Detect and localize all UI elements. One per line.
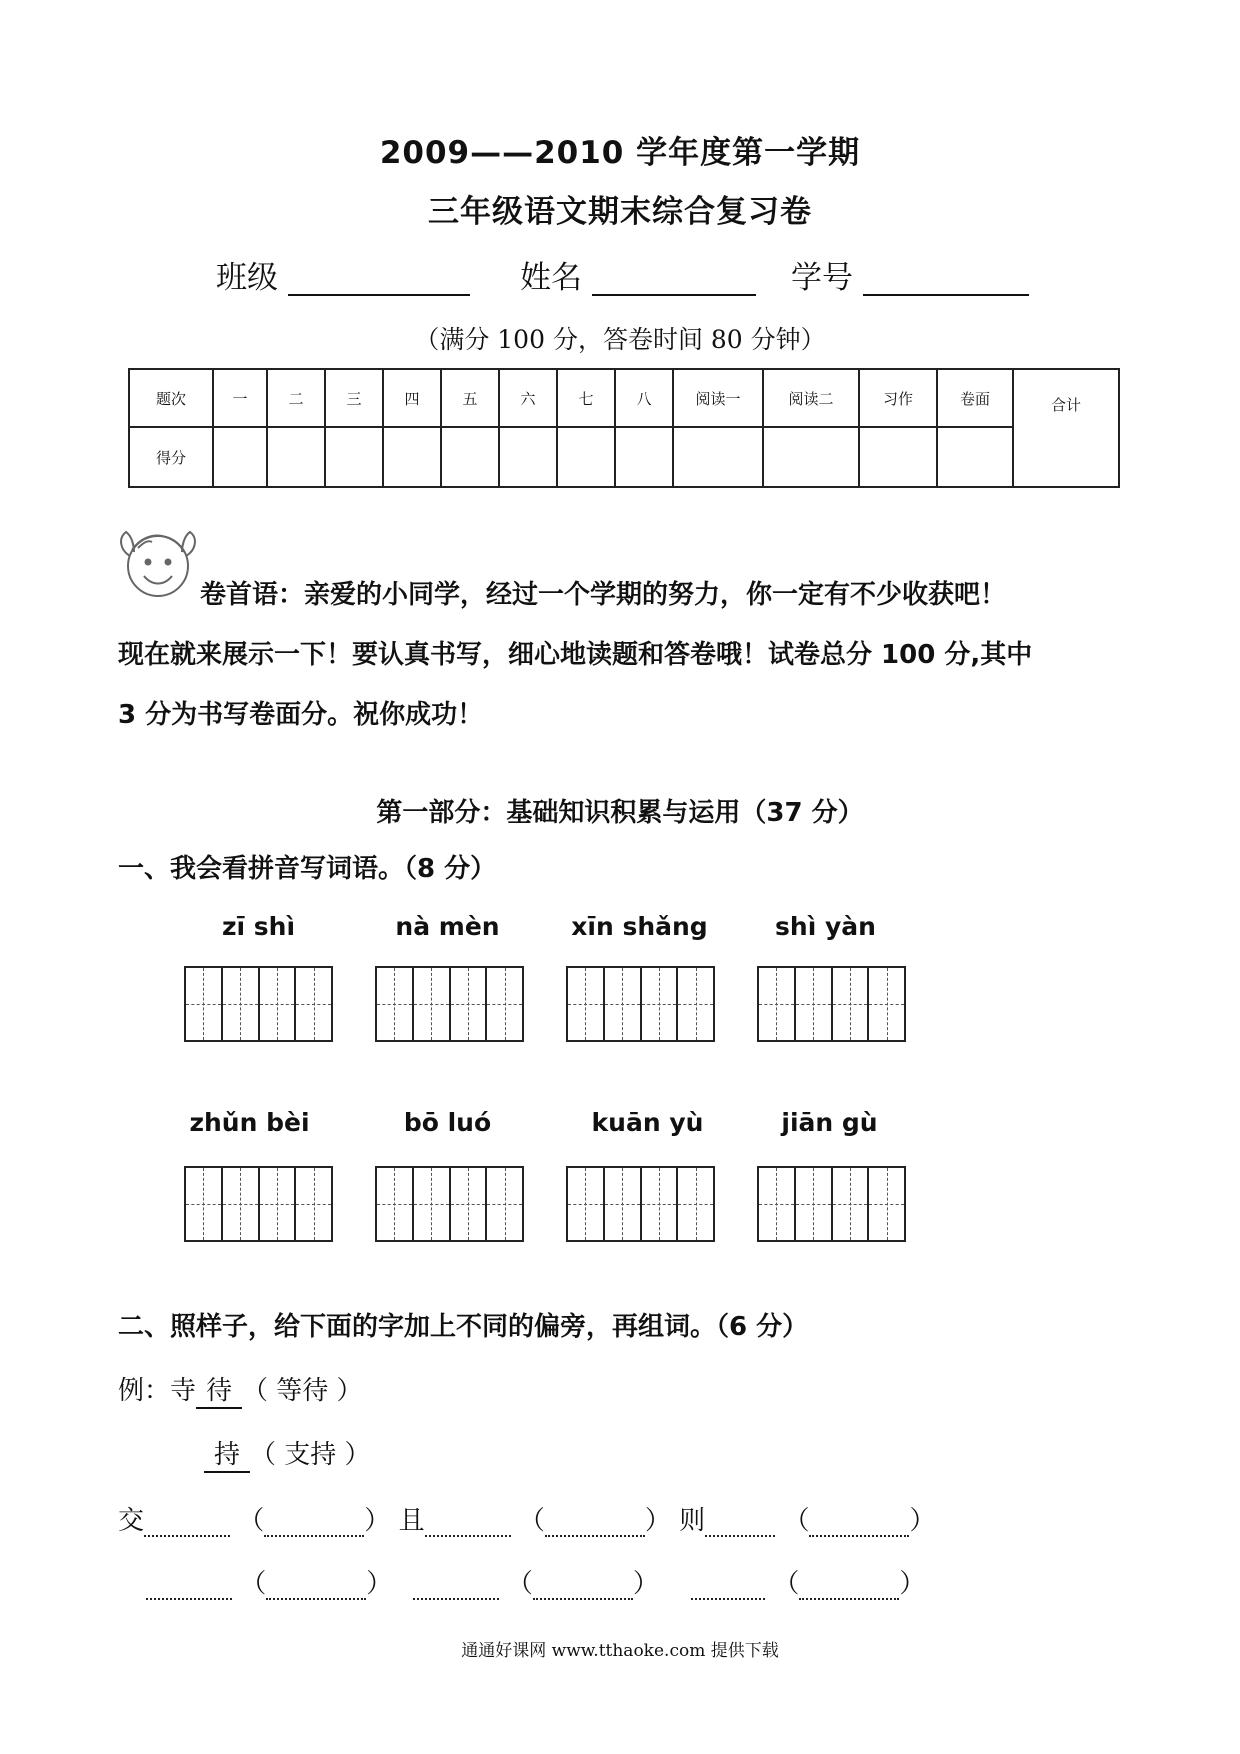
word-blank[interactable] — [809, 1533, 909, 1537]
radical-blank[interactable] — [413, 1596, 499, 1600]
class-label: 班级 — [216, 260, 278, 296]
col-header: 三 — [325, 369, 383, 427]
col-header: 阅读一 — [673, 369, 763, 427]
part1-heading: 第一部分：基础知识积累与运用（37 分） — [376, 798, 864, 828]
total-label: 合计 — [1050, 396, 1081, 414]
score-cell[interactable] — [499, 427, 557, 487]
score-cell[interactable] — [557, 427, 615, 487]
col-header: 六 — [499, 369, 557, 427]
writing-grid[interactable] — [375, 966, 524, 1042]
char-label: 则 — [679, 1506, 706, 1536]
char-label: 交 — [118, 1506, 145, 1536]
pinyin-label: jiān gù — [781, 1108, 878, 1137]
title-line-1: 2009——2010 学年度第一学期 — [379, 135, 861, 171]
score-cell[interactable] — [937, 427, 1013, 487]
paren-open: （ — [506, 1569, 533, 1599]
score-cell[interactable] — [383, 427, 441, 487]
paren-close: ） — [909, 1506, 936, 1536]
writing-grid[interactable] — [375, 1166, 524, 1242]
score-cell[interactable] — [441, 427, 499, 487]
radical-blank[interactable] — [425, 1533, 511, 1537]
paren-close: ） — [364, 1506, 391, 1536]
radical-blank[interactable] — [146, 1596, 232, 1600]
writing-grid[interactable] — [566, 1166, 715, 1242]
example-row-1 — [118, 1370, 363, 1409]
student-id-field[interactable] — [863, 292, 1029, 296]
word-blank[interactable] — [264, 1533, 364, 1537]
row-label-score: 得分 — [129, 427, 213, 487]
pinyin-label: zhǔn bèi — [189, 1108, 310, 1137]
word-blank[interactable] — [799, 1596, 899, 1600]
example-word: （ 等待 ） — [242, 1376, 363, 1406]
col-header: 卷面 — [937, 369, 1013, 427]
writing-grid[interactable] — [757, 1166, 906, 1242]
col-header: 阅读二 — [763, 369, 859, 427]
score-cell[interactable] — [763, 427, 859, 487]
writing-grid[interactable] — [184, 1166, 333, 1242]
student-id-label: 学号 — [791, 260, 853, 296]
col-header: 四 — [383, 369, 441, 427]
q1-title: 一、我会看拼音写词语。（8 分） — [118, 854, 497, 884]
row-label-question-number: 题次 — [129, 369, 213, 427]
name-field[interactable] — [592, 292, 756, 296]
paren-open: （ — [240, 1569, 267, 1599]
paren-open: （ — [783, 1506, 810, 1536]
col-header: 七 — [557, 369, 615, 427]
paren-close: ） — [899, 1569, 926, 1599]
radical-blank[interactable] — [691, 1596, 765, 1600]
title-line-2: 三年级语文期末综合复习卷 — [428, 194, 812, 230]
score-cell[interactable] — [267, 427, 325, 487]
example-word: （ 支持 ） — [250, 1440, 371, 1470]
word-blank[interactable] — [266, 1596, 366, 1600]
col-header: 二 — [267, 369, 325, 427]
score-table — [128, 368, 1120, 488]
pinyin-label: nà mèn — [395, 912, 500, 941]
pinyin-label: shì yàn — [775, 912, 876, 941]
footer-text: 通通好课网 www.tthaoke.com 提供下载 — [461, 1641, 779, 1661]
col-header: 习作 — [859, 369, 937, 427]
pinyin-label: xīn shǎng — [571, 912, 708, 941]
score-table-header-row — [129, 369, 1119, 427]
paren-close: ） — [366, 1569, 393, 1599]
pinyin-label: bō luó — [403, 1108, 492, 1137]
class-field[interactable] — [288, 292, 470, 296]
q2-title: 二、照样子，给下面的字加上不同的偏旁，再组词。（6 分） — [118, 1312, 809, 1342]
exam-note: （满分 100 分，答卷时间 80 分钟） — [414, 325, 826, 354]
intro-line-1: 卷首语：亲爱的小同学，经过一个学期的努力，你一定有不少收获吧！ — [200, 580, 1007, 610]
pinyin-label: zī shì — [221, 912, 296, 941]
pinyin-label: kuān yù — [591, 1108, 704, 1137]
paren-open: （ — [518, 1506, 545, 1536]
paren-open: （ — [238, 1506, 265, 1536]
paren-open: （ — [773, 1569, 800, 1599]
answer-row-2 — [146, 1563, 925, 1600]
example-row-2 — [204, 1434, 371, 1473]
writing-grid[interactable] — [566, 966, 715, 1042]
intro-line-2: 现在就来展示一下！要认真书写，细心地读题和答卷哦！试卷总分 100 分,其中 — [118, 640, 1033, 670]
name-label: 姓名 — [520, 260, 582, 296]
example-answer: 持 — [204, 1434, 250, 1473]
answer-row-1 — [118, 1500, 935, 1537]
score-table-score-row — [129, 427, 1119, 487]
score-cell[interactable] — [213, 427, 267, 487]
total-cell[interactable] — [1013, 369, 1119, 487]
score-cell[interactable] — [673, 427, 763, 487]
word-blank[interactable] — [533, 1596, 633, 1600]
intro-line-3: 3 分为书写卷面分。祝你成功！ — [118, 700, 484, 730]
score-cell[interactable] — [615, 427, 673, 487]
radical-blank[interactable] — [144, 1533, 230, 1537]
score-cell[interactable] — [325, 427, 383, 487]
writing-grid[interactable] — [757, 966, 906, 1042]
writing-grid[interactable] — [184, 966, 333, 1042]
girl-face-icon — [112, 520, 202, 604]
paren-close: ） — [632, 1569, 659, 1599]
col-header: 五 — [441, 369, 499, 427]
example-answer: 待 — [196, 1370, 242, 1409]
col-header: 一 — [213, 369, 267, 427]
radical-blank[interactable] — [705, 1533, 775, 1537]
col-header: 八 — [615, 369, 673, 427]
score-cell[interactable] — [859, 427, 937, 487]
char-label: 且 — [398, 1506, 425, 1536]
paren-close: ） — [644, 1506, 671, 1536]
word-blank[interactable] — [545, 1533, 645, 1537]
example-prefix: 例：寺 — [118, 1376, 197, 1406]
